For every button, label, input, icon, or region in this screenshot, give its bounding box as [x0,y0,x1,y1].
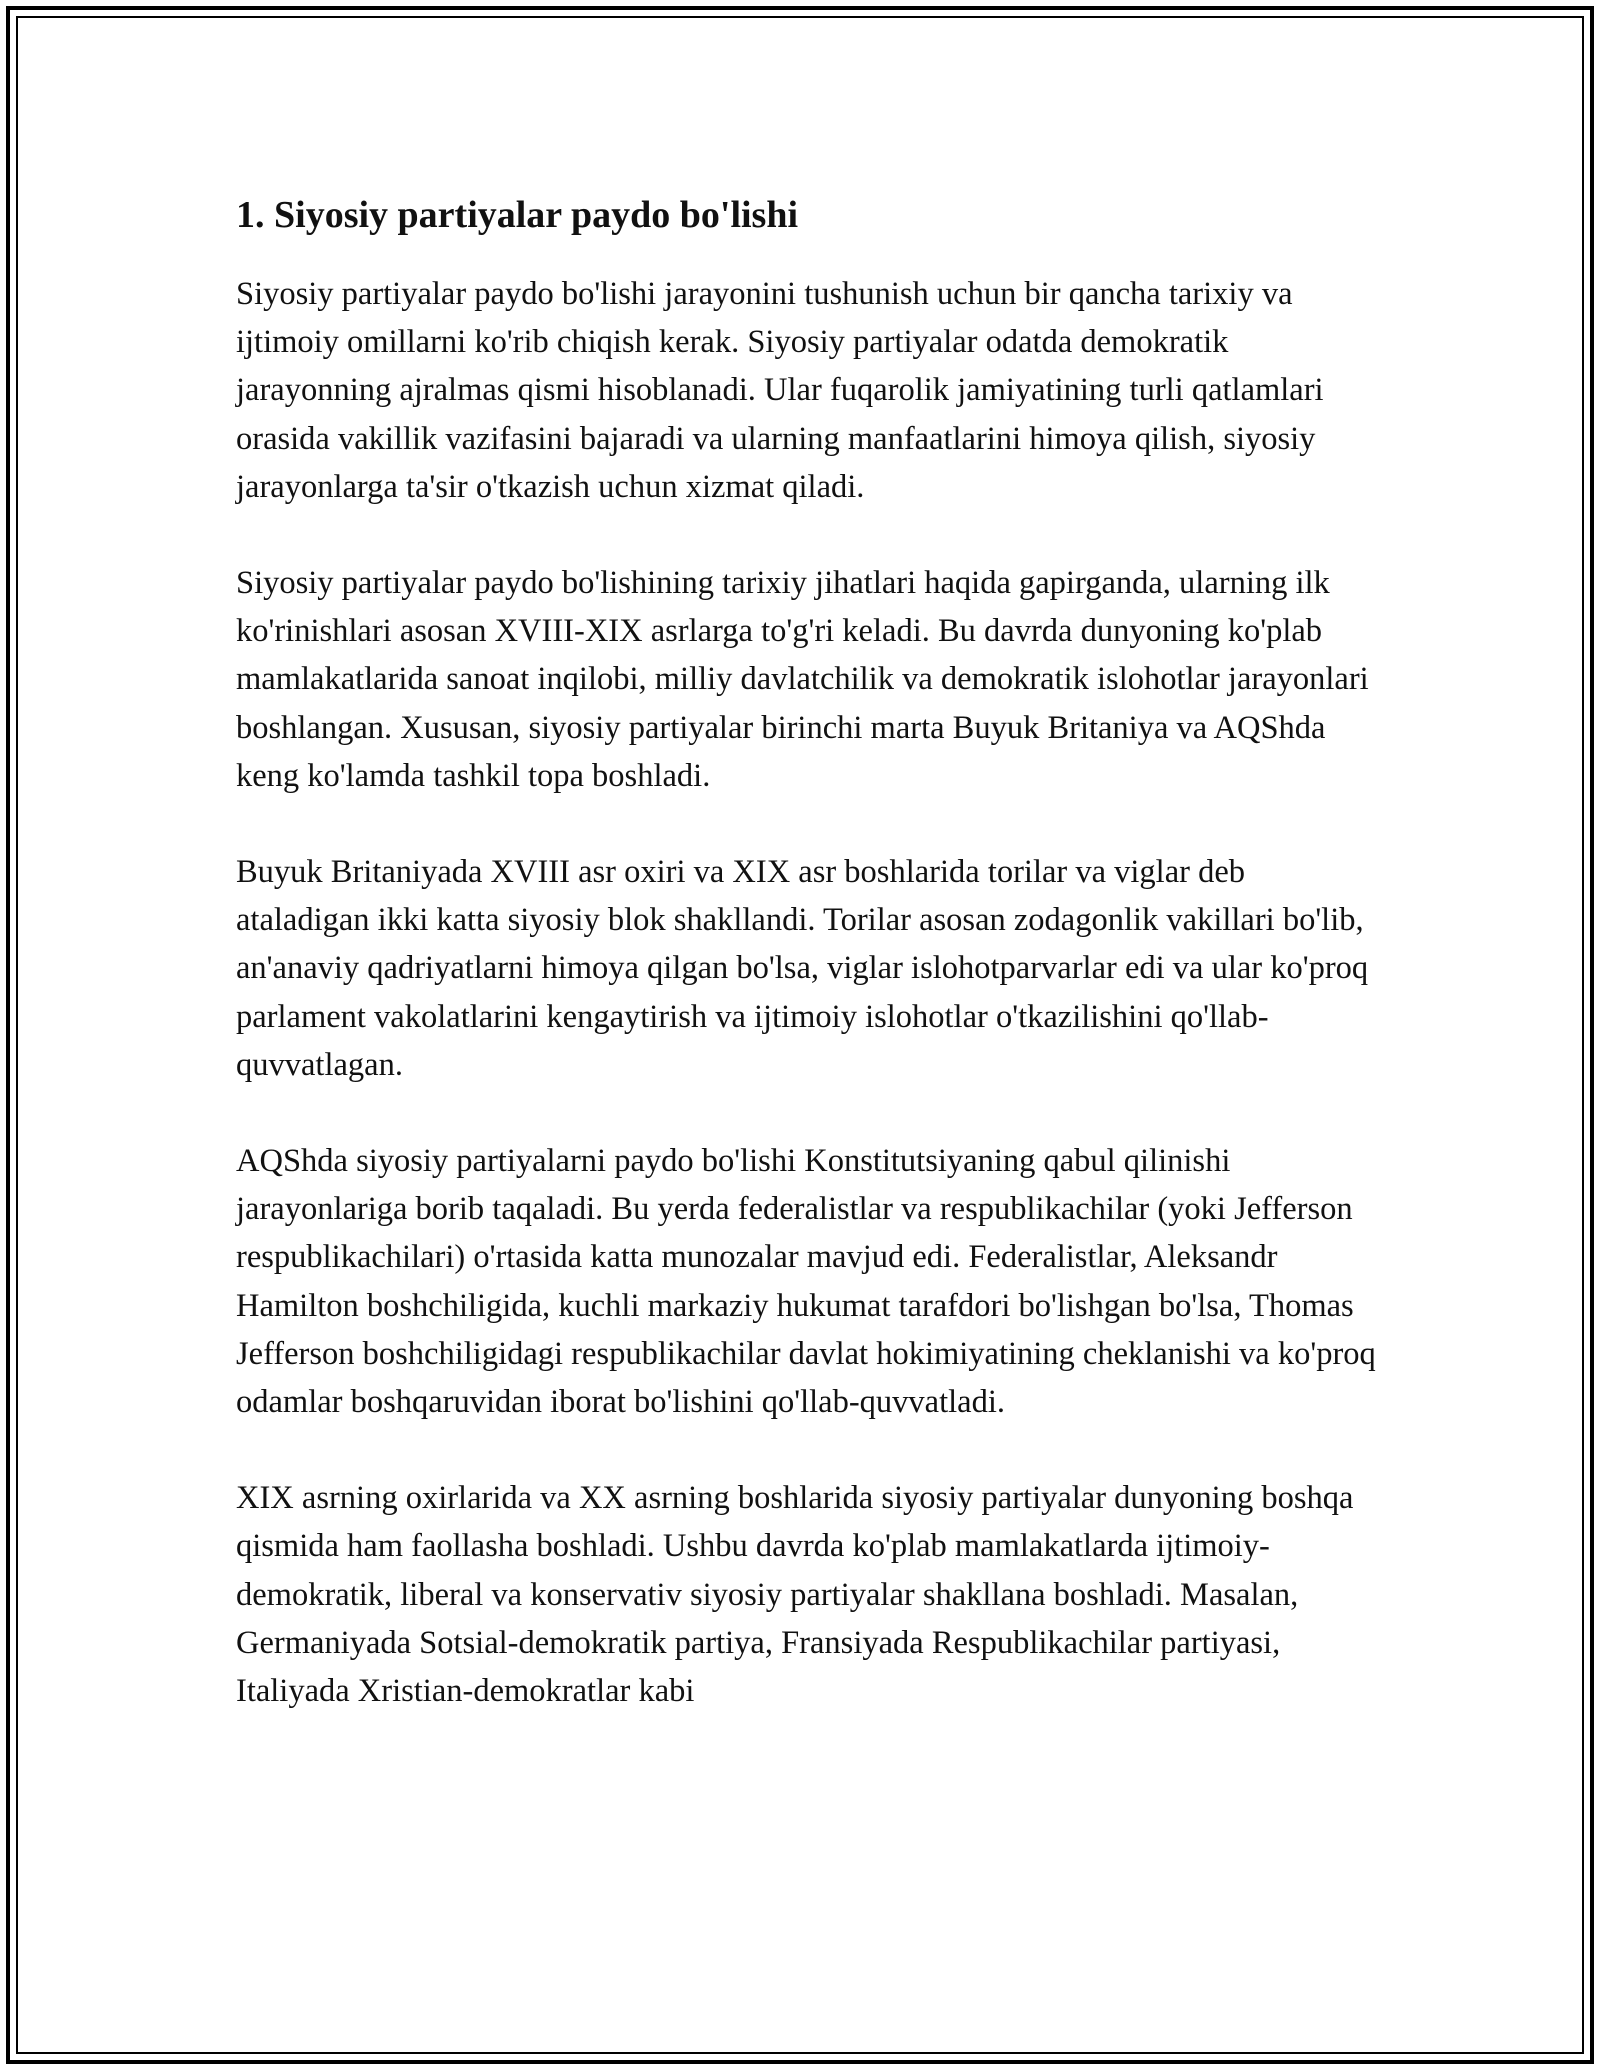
paragraph-1: Siyosiy partiyalar paydo bo'lishi jarayonini tushunish uchun bir qancha tarixiy va ijtimoiy omillarni ko'rib chiqish kerak. Siyosiy partiyalar odatda demokratik jarayonning ajralmas qismi hisoblanadi. Ular fuqarolik jamiyatining turli qatlamlari orasida vakillik vazifasini bajaradi va ularning manfaatlarini himoya qilish, siyosiy jarayonlarga ta'sir o'tkazish uchun xizmat qiladi. [236,276,1324,505]
paragraph-2: Siyosiy partiyalar paydo bo'lishining tarixiy jihatlari haqida gapirganda, ularning ilk ko'rinishlari asosan XVIII-XIX asrlarga to'g'ri keladi. Bu davrda dunyoning ko'plab mamlakatlarida sanoat inqilobi, milliy davlatchilik va demokratik islohotlar jarayonlari boshlangan. Xususan, siyosiy partiyalar birinchi marta Buyuk Britaniya va AQShda keng ko'lamda tashkil topa boshladi. [236,565,1369,794]
document-body [236,190,1386,1763]
paragraph-4: AQShda siyosiy partiyalarni paydo bo'lishi Konstitutsiyaning qabul qilinishi jarayonlariga borib taqaladi. Bu yerda federalistlar va respublikachilar (yoki Jefferson respublikachilari) o'rtasida katta munozalar mavjud edi. Federalistlar, Aleksandr Hamilton boshchiligida, kuchli markaziy hukumat tarafdori bo'lishgan bo'lsa, Thomas Jefferson boshchiligidagi respublikachilar davlat hokimiyatining cheklanishi va ko'proq odamlar boshqaruvidan iborat bo'lishini qo'llab-quvvatladi. [236,1143,1376,1421]
paragraph-3: Buyuk Britaniyada XVIII asr oxiri va XIX asr boshlarida torilar va viglar deb ataladigan ikki katta siyosiy blok shakllandi. Torilar asosan zodagonlik vakillari bo'lib, an'anaviy qadriyatlarni himoya qilgan bo'lsa, viglar islohotparvarlar edi va ular ko'proq parlament vakolatlarini kengaytirish va ijtimoiy islohotlar o'tkazilishini qo'llab-quvvatlagan. [236,854,1369,1083]
section-heading: 1. Siyosiy partiyalar paydo bo'lishi [236,194,799,236]
paragraph-5: XIX asrning oxirlarida va XX asrning boshlarida siyosiy partiyalar dunyoning boshqa qismida ham faollasha boshladi. Ushbu davrda ko'plab mamlakatlarda ijtimoiy-demokratik, liberal va konservativ siyosiy partiyalar shakllana boshladi. Masalan, Germaniyada Sotsial-demokratik partiya, Fransiyada Respublikachilar partiyasi, Italiyada Xristian-demokratlar kabi [236,1480,1354,1710]
